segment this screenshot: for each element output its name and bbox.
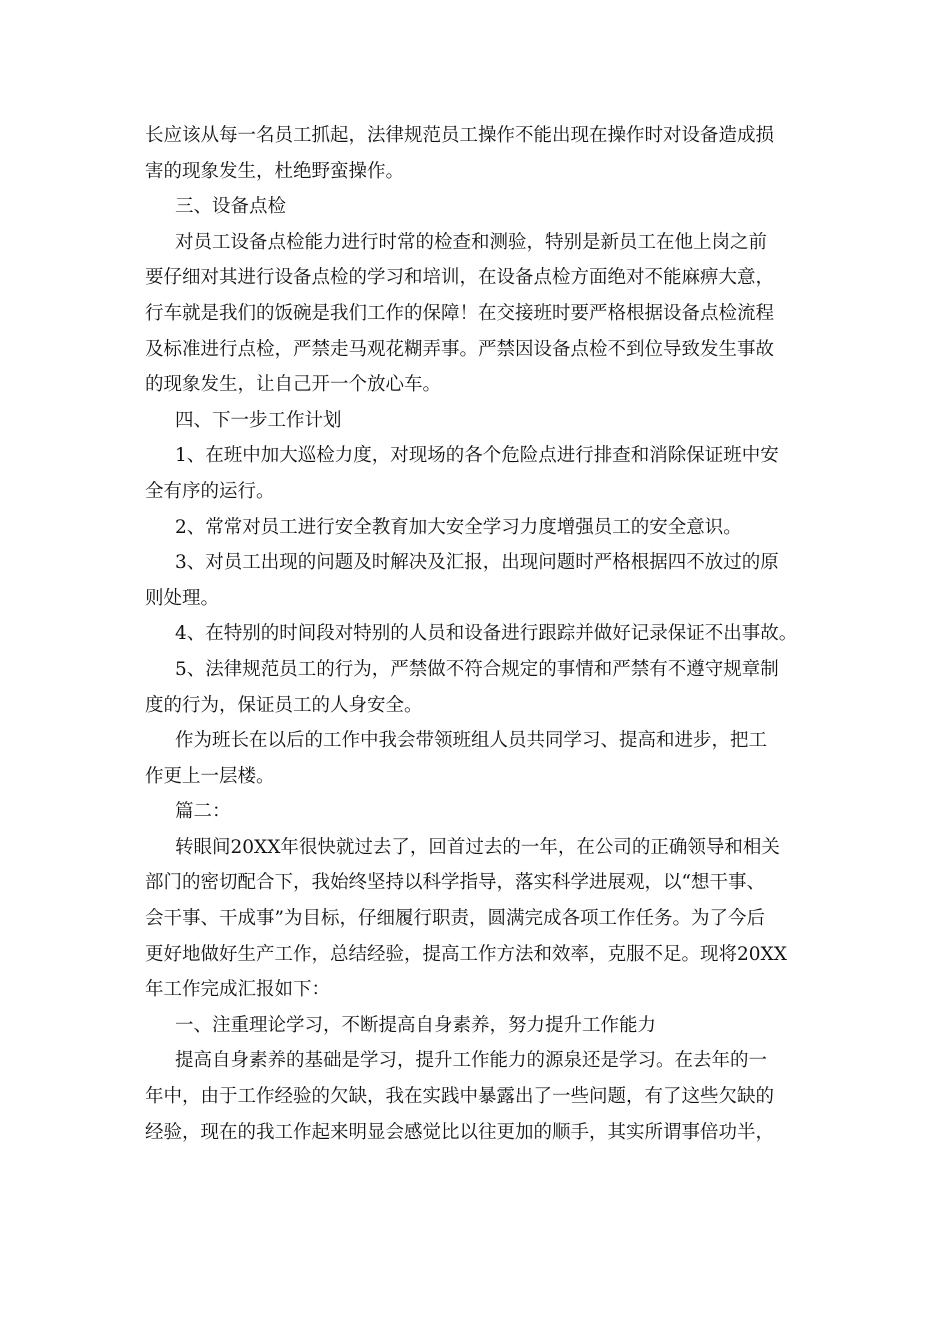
text-line: 作为班长在以后的工作中我会带领班组人员共同学习、提高和进步，把工 — [175, 730, 768, 752]
text-line: 会干事、干成事”为目标，仔细履行职责，圆满完成各项工作任务。为了今后 — [145, 908, 765, 930]
text-line: 年中，由于工作经验的欠缺，我在实践中暴露出了一些问题，有了这些欠缺的 — [145, 1086, 775, 1108]
text-line: 提高自身素养的基础是学习，提升工作能力的源泉还是学习。在去年的一 — [175, 1050, 768, 1072]
text-line: 行车就是我们的饭碗是我们工作的保障！在交接班时要严格根据设备点检流程 — [145, 302, 775, 324]
text-line: 度的行为，保证员工的人身安全。 — [145, 694, 423, 716]
text-line: 转眼间20XX年很快就过去了，回首过去的一年，在公司的正确领导和相关 — [175, 836, 780, 858]
text-line: 5、法律规范员工的行为，严禁做不符合规定的事情和严禁有不遵守规章制 — [175, 658, 779, 680]
text-line: 四、下一步工作计划 — [175, 409, 342, 431]
text-line: 要仔细对其进行设备点检的学习和培训，在设备点检方面绝对不能麻痹大意， — [145, 267, 775, 289]
text-line: 的现象发生，让自己开一个放心车。 — [145, 374, 442, 396]
text-line: 部门的密切配合下，我始终坚持以科学指导，落实科学进展观，以“想干事、 — [145, 872, 765, 894]
text-line: 1、在班中加大巡检力度，对现场的各个危险点进行排查和消除保证班中安 — [175, 445, 779, 467]
text-line: 篇二： — [175, 801, 231, 823]
text-line: 更好地做好生产工作，总结经验，提高工作方法和效率，克服不足。现将20XX — [145, 943, 787, 965]
text-line: 一、注重理论学习，不断提高自身素养，努力提升工作能力 — [175, 1014, 657, 1036]
document-body — [145, 118, 825, 1150]
text-line: 害的现象发生，杜绝野蛮操作。 — [145, 160, 405, 182]
text-line: 年工作完成汇报如下： — [145, 979, 331, 1001]
text-line: 及标准进行点检，严禁走马观花糊弄事。严禁因设备点检不到位导致发生事故 — [145, 338, 775, 360]
text-line: 2、常常对员工进行安全教育加大安全学习力度增强员工的安全意识。 — [175, 516, 742, 538]
text-line: 经验，现在的我工作起来明显会感觉比以往更加的顺手，其实所谓事倍功半， — [145, 1121, 775, 1143]
text-line: 作更上一层楼。 — [145, 765, 275, 787]
text-line: 对员工设备点检能力进行时常的检查和测验，特别是新员工在他上岗之前 — [175, 231, 768, 253]
text-line: 3、对员工出现的问题及时解决及汇报，出现问题时严格根据四不放过的原 — [175, 552, 779, 574]
text-line: 三、设备点检 — [175, 196, 287, 218]
text-line: 则处理。 — [145, 587, 220, 609]
text-line: 4、在特别的时间段对特别的人员和设备进行跟踪并做好记录保证不出事故。 — [175, 623, 798, 645]
text-line: 全有序的运行。 — [145, 480, 275, 502]
text-line: 长应该从每一名员工抓起，法律规范员工操作不能出现在操作时对设备造成损 — [145, 125, 775, 146]
